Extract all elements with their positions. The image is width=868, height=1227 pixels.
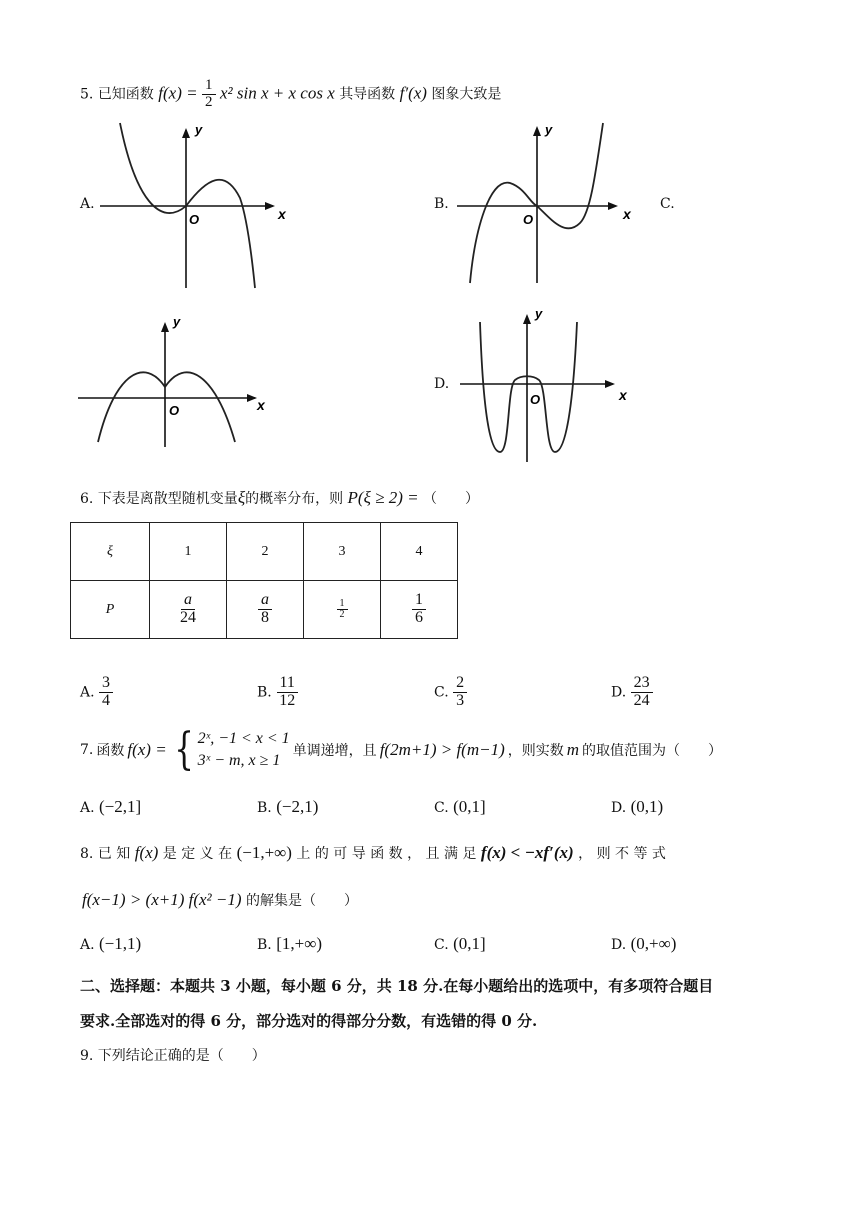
q6-text2: 的概率分布，则 <box>245 491 344 507</box>
q6-option-d[interactable]: D. $\frac{23}{24}$ <box>611 675 653 710</box>
table-header-p: P <box>71 581 150 639</box>
q6-paren: （ ） <box>423 491 480 507</box>
table-cell: $\frac{a}{8}$ <box>227 581 304 639</box>
q5-fraction: $\frac{1}{2}$ <box>202 78 216 111</box>
q8-stem-line2 <box>82 890 358 910</box>
q8-domain: (−1,+∞) <box>236 843 292 862</box>
q9-stem <box>80 1045 266 1065</box>
q7-text-a: 函数 <box>96 743 125 759</box>
graph-a-x-arrow <box>265 202 275 210</box>
q6-text: 下表是离散型随机变量 <box>97 491 238 507</box>
section2-line1: 二、选择题：本题共 3 小题，每小题 6 分，共 18 分.在每小题给出的选项中，有多项符合题目 <box>80 977 714 995</box>
q7-piecewise: { 2ˣ, −1 < x < 1 3ˣ − m, x ≥ 1 <box>173 724 290 775</box>
q7-option-c[interactable]: C. (0,1] <box>434 797 486 816</box>
q7-text-d: 的取值范围为（ ） <box>582 743 723 759</box>
q7-number: 7. <box>80 742 94 758</box>
q7-option-d[interactable]: D. (0,1) <box>611 797 664 816</box>
graph-c <box>75 312 275 452</box>
section2-line2: 要求.全部选对的得 6 分，部分选对的得部分分数，有选错的得 0 分. <box>80 1012 538 1030</box>
table-cell: $\frac{1}{6}$ <box>381 581 458 639</box>
q6-option-c[interactable]: C. $\frac{2}{3}$ <box>434 675 467 710</box>
q7-text-b: 单调递增，且 <box>292 743 377 759</box>
q5-text-c: 图象大致是 <box>431 86 502 103</box>
q7-case-2: 3ˣ − m, x ≥ 1 <box>197 752 281 769</box>
q8-option-c[interactable]: C. (0,1] <box>434 934 486 953</box>
q5-number: 5. <box>80 86 94 103</box>
q6-stem <box>80 488 479 508</box>
graph-b-x-label: x <box>623 206 631 222</box>
graph-c-y-label: y <box>173 314 181 329</box>
q6-number: 6. <box>80 491 94 507</box>
q8-text-b: 是 定 义 在 <box>162 846 233 862</box>
q7-stem <box>80 724 723 775</box>
graph-d-x-label: x <box>619 387 627 403</box>
q6-expr: P(ξ ≥ 2) = <box>347 488 419 507</box>
q7-case-1: 2ˣ, −1 < x < 1 <box>197 730 290 748</box>
table-cell: 3 <box>304 523 381 581</box>
q8-text-line2: 的解集是（ ） <box>246 893 358 909</box>
q7-func: f(x) = <box>127 740 167 759</box>
q8-option-b[interactable]: B. [1,+∞) <box>257 934 322 953</box>
q8-fx: f(x) <box>134 843 159 862</box>
table-header-xi: ξ <box>71 523 150 581</box>
graph-b-y-label: y <box>545 122 553 137</box>
q8-text-d: ， 则 不 等 式 <box>578 846 666 862</box>
graph-b <box>455 118 645 293</box>
table-cell: $\frac{a}{24}$ <box>150 581 227 639</box>
graph-a-y-arrow <box>182 128 190 138</box>
q5-option-b-label[interactable]: B. <box>434 196 449 212</box>
graph-d-y-arrow <box>523 314 531 324</box>
q9-number: 9. <box>80 1048 94 1064</box>
table-cell: 4 <box>381 523 458 581</box>
q5-option-a-label[interactable]: A. <box>80 196 95 212</box>
q5-func-rhs: x² sin x + x cos x <box>219 83 335 103</box>
graph-d-origin-label: O <box>530 392 541 407</box>
q8-option-a[interactable]: A. (−1,1) <box>80 934 142 953</box>
q8-number: 8. <box>80 846 94 862</box>
graph-c-x-arrow <box>247 394 257 402</box>
q8-option-d[interactable]: D. (0,+∞) <box>611 934 677 953</box>
graph-d <box>455 302 645 472</box>
q6-distribution-table <box>70 522 458 639</box>
table-row <box>71 523 458 581</box>
q7-condition: f(2m+1) > f(m−1) <box>379 740 505 759</box>
q7-option-a[interactable]: A. (−2,1] <box>80 797 142 816</box>
table-row <box>71 581 458 639</box>
q7-var: m <box>566 740 580 759</box>
q6-option-a[interactable]: A. $\frac{3}{4}$ <box>80 675 113 710</box>
q8-text-a: 已 知 <box>97 846 131 862</box>
graph-d-y-label: y <box>535 306 543 321</box>
graph-a <box>95 118 285 293</box>
graph-d-x-arrow <box>605 380 615 388</box>
q5-func-lhs: f(x) = <box>158 83 198 103</box>
graph-a-origin-label: O <box>189 212 200 227</box>
graph-b-y-arrow <box>533 126 541 136</box>
q5-option-c-label[interactable]: C. <box>660 196 675 212</box>
graph-c-x-label: x <box>257 397 265 413</box>
q6-xi: ξ <box>237 488 246 507</box>
q8-inequality: f(x−1) > (x+1) f(x² −1) <box>82 890 242 909</box>
table-cell: $\frac{1}{2}$ <box>304 581 381 639</box>
q9-text: 下列结论正确的是（ ） <box>97 1048 266 1064</box>
q6-option-b[interactable]: B. $\frac{11}{12}$ <box>257 675 298 710</box>
q5-text-a: 已知函数 <box>97 86 154 103</box>
q5-derivative: f′(x) <box>399 83 427 103</box>
table-cell: 1 <box>150 523 227 581</box>
q5-stem <box>80 78 501 111</box>
graph-b-origin-label: O <box>523 212 534 227</box>
q8-text-c: 上 的 可 导 函 数 ， 且 满 足 <box>296 846 477 862</box>
graph-c-origin-label: O <box>169 403 180 418</box>
graph-c-curve <box>98 372 235 442</box>
q5-text-b: 其导函数 <box>339 86 396 103</box>
graph-a-y-label: y <box>195 122 203 137</box>
graph-b-x-arrow <box>608 202 618 210</box>
q7-text-c: ，则实数 <box>507 743 564 759</box>
q7-option-b[interactable]: B. (−2,1) <box>257 797 319 816</box>
q8-stem-line1 <box>80 843 666 863</box>
graph-d-curve <box>480 322 577 452</box>
q5-option-d-label[interactable]: D. <box>434 376 450 392</box>
graph-a-x-label: x <box>278 206 286 222</box>
table-cell: 2 <box>227 523 304 581</box>
graph-c-y-arrow <box>161 322 169 332</box>
q8-condition: f(x) < −xf′(x) <box>480 843 574 862</box>
